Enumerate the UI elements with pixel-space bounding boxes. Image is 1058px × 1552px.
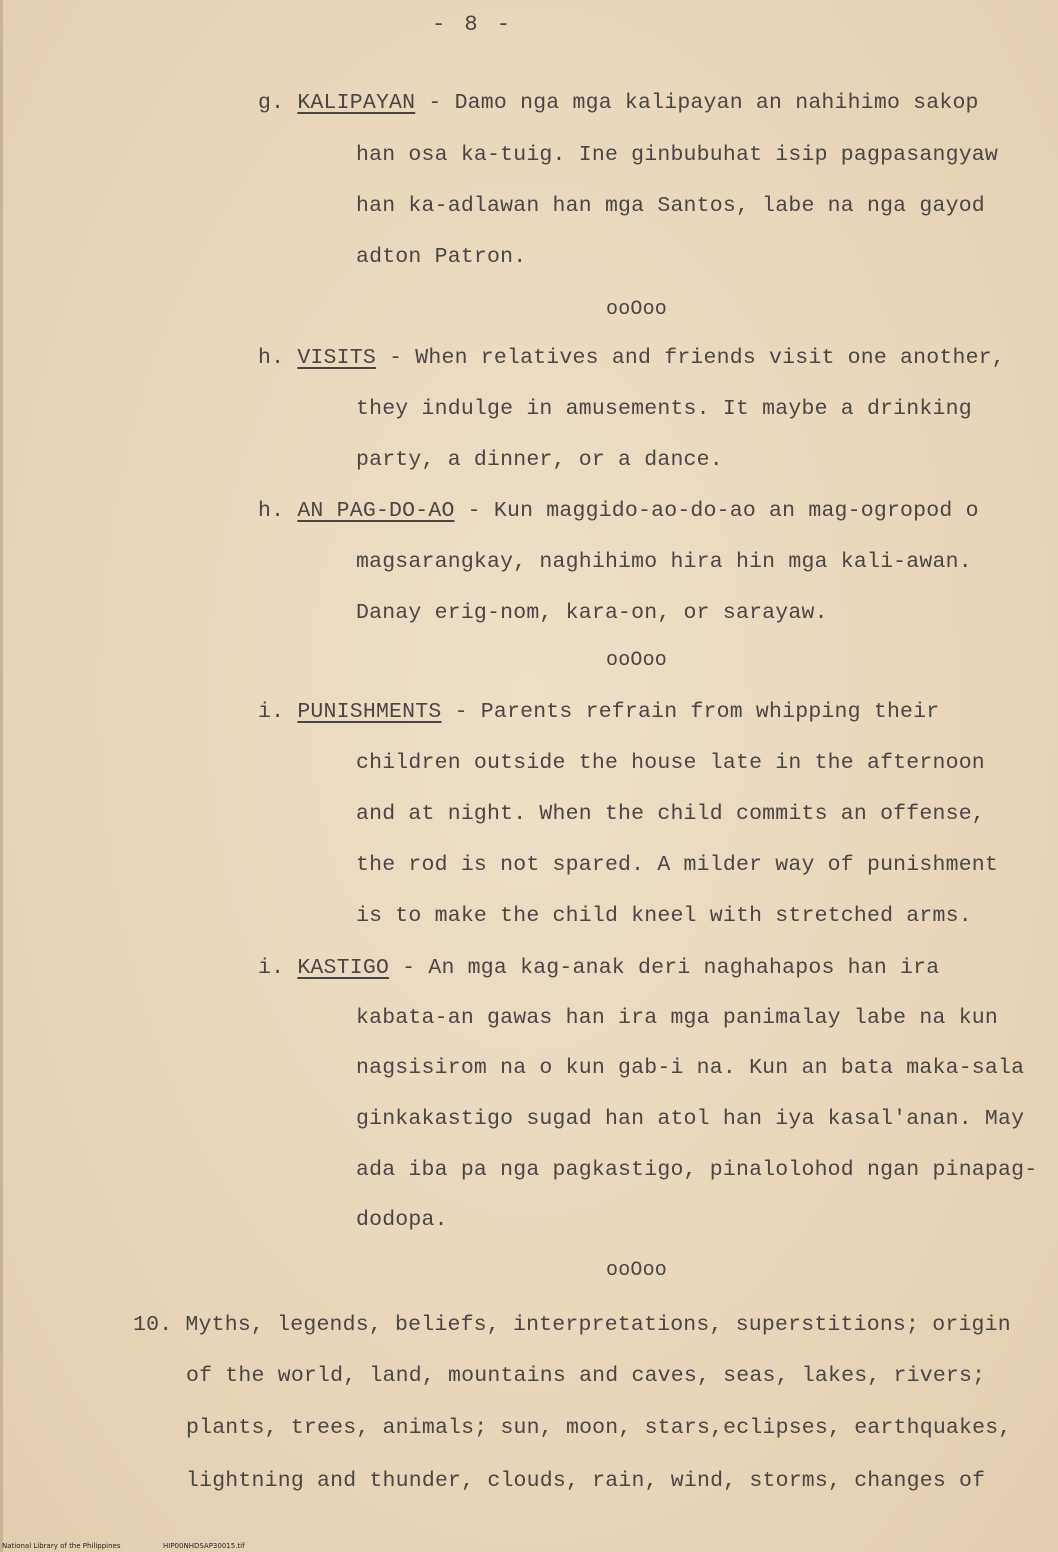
item-marker: g. [258,91,285,115]
item-h-waray-line: magsarangkay, naghihimo hira hin mga kali-awan. [356,550,972,574]
item-h-line: party, a dinner, or a dance. [356,448,723,472]
topic-10-line: lightning and thunder, clouds, rain, wind, storms, changes of [186,1469,986,1493]
footer-library: National Library of the Philippines [2,1542,121,1550]
item-text: An mga kag-anak deri naghahapos han ira [428,956,940,980]
item-h-line: they indulge in amusements. It maybe a drinking [356,397,972,421]
item-i-line: children outside the house late in the afternoon [356,751,985,775]
item-marker: h. [258,346,285,370]
item-i-waray-line: ada iba pa nga pagkastigo, pinalolohod ngan pinapag- [356,1158,1038,1182]
item-i-waray-line: kabata-an gawas han ira mga panimalay labe na kun [356,1006,999,1030]
item-marker: h. [258,499,285,523]
item-label: VISITS [297,346,376,370]
item-label: PUNISHMENTS [297,700,442,724]
item-dash: - [428,91,442,115]
item-dash: - [402,956,416,980]
item-g-first-line [258,88,979,118]
page-number: - 8 - [432,12,514,37]
item-i-waray-line: ginkakastigo sugad han atol han iya kasal'anan. May [356,1107,1025,1131]
item-dash: - [454,700,468,724]
item-i-first-line [258,697,939,727]
item-i-line: the rod is not spared. A milder way of punishment [356,853,999,877]
item-g-line: han ka-adlawan han mga Santos, labe na nga gayod [356,194,985,218]
item-dash: - [467,499,481,523]
item-dash: - [389,346,403,370]
item-h-waray-first-line [258,496,979,526]
item-label: KASTIGO [297,956,390,980]
item-i-waray-first-line [258,953,939,983]
item-i-line: and at night. When the child commits an offense, [356,802,985,826]
item-i-line: is to make the child kneel with stretched arms. [356,904,972,928]
item-i-waray-line: dodopa. [356,1208,448,1232]
topic-10-first-line [133,1310,1011,1340]
item-g-line: adton Patron. [356,245,527,269]
topic-10-line: plants, trees, animals; sun, moon, stars,eclipses, earthquakes, [186,1416,1012,1440]
item-text: When relatives and friends visit one another, [415,346,1005,370]
footer-filename: HIP00NHDSAP30015.tif [163,1542,245,1550]
item-label: AN PAG-DO-AO [297,499,455,523]
scan-edge [0,0,3,1552]
item-text: Damo nga mga kalipayan an nahihimo sakop [454,91,979,115]
topic-10-line: of the world, land, mountains and caves, seas, lakes, rivers; [186,1364,986,1388]
topic-number: 10. [133,1313,173,1337]
item-h-waray-line: Danay erig-nom, kara-on, or sarayaw. [356,601,828,625]
item-marker: i. [258,700,285,724]
section-separator: ooOoo [606,1259,668,1282]
item-g-line: han osa ka-tuig. Ine ginbubuhat isip pagpasangyaw [356,143,999,167]
item-i-waray-line: nagsisirom na o kun gab-i na. Kun an bata maka-sala [356,1056,1025,1080]
item-h-first-line [258,343,1005,373]
item-label: KALIPAYAN [297,91,416,115]
section-separator: ooOoo [606,298,668,321]
topic-text: Myths, legends, beliefs, interpretations, superstitions; origin [185,1313,1011,1337]
item-marker: i. [258,956,285,980]
section-separator: ooOoo [606,649,668,672]
item-text: Kun maggido-ao-do-ao an mag-ogropod o [493,499,979,523]
item-text: Parents refrain from whipping their [480,700,940,724]
